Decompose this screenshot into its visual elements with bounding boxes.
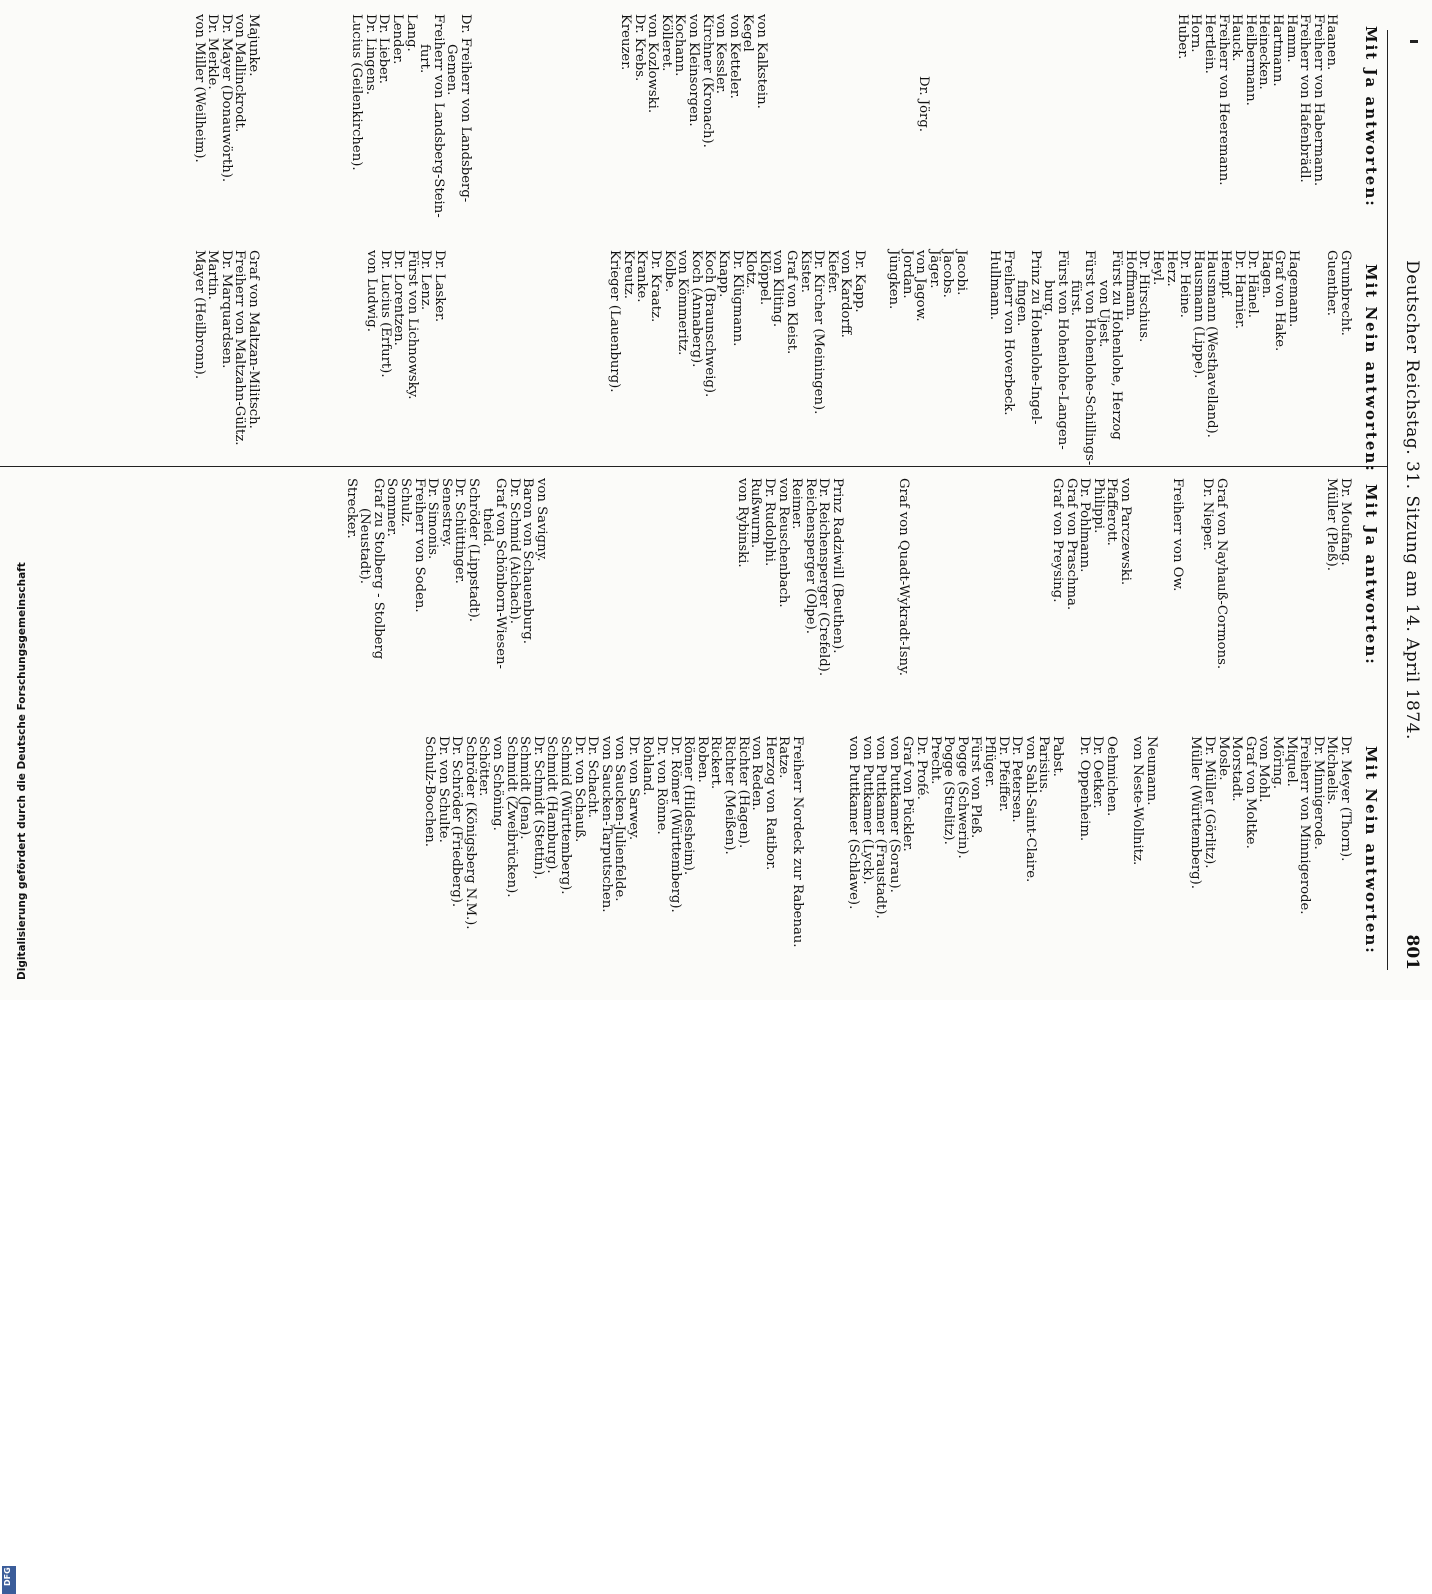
list-item: Hempf. <box>1218 250 1234 299</box>
list-item: Kreuzer. <box>618 14 634 71</box>
list-item: Dr. Lingens. <box>362 14 378 95</box>
list-item: Dr. Simonis. <box>425 478 441 560</box>
list-item: Herzog von Ratibor. <box>762 736 778 871</box>
list-item: Kölleret. <box>658 14 674 72</box>
list-item: Rußwurm. <box>748 478 764 549</box>
list-item: Kreutz. <box>620 250 636 299</box>
list-item: Dr. Lieber. <box>376 14 392 84</box>
list-item: Richter (Hagen). <box>735 736 751 849</box>
list-item: Graf von Pückler. <box>900 736 916 852</box>
list-item: Prinz zu Hohenlohe-Ingel- <box>1027 250 1043 425</box>
list-item: Dr. Hirschius. <box>1136 250 1152 343</box>
list-item: von Sahl-Saint-Claire. <box>1022 736 1038 883</box>
ja-list-left-k <box>618 14 768 148</box>
list-item: Schulz-Boochen. <box>422 736 438 847</box>
list-item: Rickert. <box>708 736 724 790</box>
list-item: Dr. Kapp. <box>852 250 867 313</box>
list-item: Dr. Heine. <box>1177 250 1193 318</box>
list-item: Hagen. <box>1258 250 1274 299</box>
list-item: Schmidt (Hamburg). <box>544 736 560 874</box>
list-item: Rohland. <box>640 736 656 796</box>
ja-list-left <box>958 14 1352 186</box>
header-rule <box>1387 30 1388 970</box>
list-item: Freiherr von Landsberg-Stein- <box>430 14 446 218</box>
list-item: von Neste-Wollnitz. <box>1130 736 1146 866</box>
list-item: Schröder (Lippstadt). <box>466 478 482 622</box>
ja-list-left-j <box>916 76 930 132</box>
list-item: Hagemann. <box>1286 250 1301 328</box>
list-item: Knapp. <box>716 250 732 298</box>
list-item: Richter (Meißen). <box>722 736 738 855</box>
list-item: (Neustadt). <box>357 508 373 584</box>
list-item: theid. <box>479 508 495 547</box>
running-header <box>1392 30 1422 970</box>
heading-nein-right: Mit Nein antworten: <box>1362 746 1380 955</box>
list-item: Pflüger. <box>982 736 998 788</box>
ja-list-right-o <box>1170 478 1184 591</box>
list-item: Fürst zu Hohenlohe, Herzog <box>1109 250 1125 440</box>
list-item: Jüngken. <box>886 250 902 310</box>
list-item: von Puttkamer (Sorau). <box>886 736 902 893</box>
list-item: von Saucken-Tarputschen. <box>598 736 614 913</box>
list-item: Dr. Profé. <box>914 736 930 800</box>
list-item: Heyl. <box>1150 250 1166 286</box>
list-item: Roben. <box>694 736 710 783</box>
list-item: Freiherr von Soden. <box>411 478 427 613</box>
list-item: fürst. <box>1068 280 1084 316</box>
list-item: burg. <box>1041 280 1057 316</box>
list-item: Schröder (Königsberg N.M.). <box>462 736 478 930</box>
list-item: Dr. Moufang. <box>1338 478 1353 566</box>
list-item: Schmidt (Zweibrücken). <box>503 736 519 898</box>
list-item: Graf von Maltzan-Militsch. <box>246 250 261 429</box>
list-item: Jacobi. <box>954 250 969 296</box>
list-item: von Kardorff. <box>838 250 854 338</box>
list-item: Dr. Nieper. <box>1200 478 1216 551</box>
list-item: Dr. Schüttinger. <box>452 478 468 584</box>
list-item: Lender. <box>390 14 406 65</box>
ja-list-right-q <box>896 478 910 676</box>
list-item: Pfafferott. <box>1104 478 1120 546</box>
list-item: Dr. Mayer (Donauwörth). <box>218 14 234 183</box>
right-half <box>0 478 1380 978</box>
list-item: Kirchner (Kronach). <box>699 14 715 148</box>
list-item: von Ketteler. <box>726 14 742 99</box>
list-item: Dr. Meyer (Thorn). <box>1338 736 1353 862</box>
list-item: Römer (Hildesheim). <box>681 736 697 876</box>
nein-list-left-h <box>987 250 1300 465</box>
list-item: Hamm. <box>1283 14 1299 63</box>
list-item: Dr. Minnigerode. <box>1310 736 1326 850</box>
list-item: Philippi. <box>1090 478 1106 534</box>
list-item: Dr. Kraatz. <box>648 250 664 323</box>
list-item: Dr. Schmid (Aichach). <box>506 478 522 624</box>
nein-list-left-m <box>192 250 260 445</box>
list-item: Freiherr von Habermann. <box>1310 14 1326 187</box>
ja-list-right-m <box>1325 478 1352 571</box>
list-item: Fürst von Hohenlohe-Langen- <box>1054 250 1070 450</box>
nein-list-left-l <box>364 250 446 400</box>
list-item: Horn. <box>1188 14 1204 53</box>
list-item: Dr. Merkle. <box>205 14 221 90</box>
list-item: Sommer. <box>384 478 400 537</box>
list-item: Dr. von Rönne. <box>654 736 670 835</box>
list-item: Dr. Jörg. <box>916 76 931 132</box>
list-item: Strecker. <box>343 478 359 539</box>
list-item: Majunke. <box>246 14 261 77</box>
list-item: von Kliting. <box>770 250 786 328</box>
list-item: Dr. Lorentzen. <box>391 250 407 346</box>
list-item: Dr. Schmidt (Stettin). <box>530 736 546 880</box>
list-item: Fürst von Pleß. <box>968 736 984 839</box>
list-item: Heinecken. <box>1256 14 1272 90</box>
list-item: Hartmann. <box>1270 14 1286 87</box>
list-item: Lucius (Geilenkirchen). <box>349 14 365 171</box>
list-item: Graf von Schönborn-Wiesen- <box>493 478 509 669</box>
list-item: Dr. Reichensperger (Crefeld). <box>816 478 832 677</box>
list-item: Herz. <box>1163 250 1179 287</box>
list-item: Freiherr von Maltzahn-Gültz. <box>232 250 248 446</box>
list-item: Mosle. <box>1215 736 1231 781</box>
list-item: Schmid (Württemberg). <box>558 736 574 895</box>
list-item: Dr. Müller (Görlitz). <box>1202 736 1218 869</box>
list-item: Dr. Klügmann. <box>729 250 745 347</box>
list-item: von Saucken-Julienfelde. <box>612 736 628 902</box>
heading-ja-right: Mit Ja antworten: <box>1362 484 1380 666</box>
list-item: Dr. Lasker. <box>432 250 447 323</box>
list-item: Dr. von Schulte. <box>435 736 451 843</box>
list-item: von Ludwig. <box>364 250 380 332</box>
list-item: Fürst von Lichnowsky. <box>404 250 420 400</box>
list-item: Koch (Braunschweig). <box>702 250 718 398</box>
list-item: Jäger. <box>926 250 942 289</box>
ja-list-right-p <box>1050 478 1132 610</box>
ja-entries-h <box>1174 14 1340 187</box>
list-item: Parisius. <box>1036 736 1052 794</box>
list-item: Ratze. <box>776 736 792 779</box>
list-item: Müller (Pleß). <box>1324 478 1340 571</box>
list-item: Kegel <box>740 14 756 52</box>
list-item: Schulz. <box>398 478 414 527</box>
list-item: Graf von Nayhauß-Cormons. <box>1214 478 1229 670</box>
list-item: Hertlein. <box>1202 14 1218 74</box>
heading-ja-left: Mit Ja antworten: <box>1362 26 1380 208</box>
list-item: Dr. Oetker. <box>1090 736 1106 809</box>
list-item: Dr. Kircher (Meiningen). <box>811 250 827 415</box>
nein-list-right-p <box>847 736 1065 919</box>
list-item: Krieger (Lauenburg). <box>607 250 623 393</box>
list-item: Hausmann (Westhavelland). <box>1204 250 1220 438</box>
list-item: Dr. Pohlmann. <box>1077 478 1093 573</box>
list-item: Grumbrecht. <box>1338 250 1353 336</box>
list-item: Graf zu Stolberg - Stolberg <box>370 478 386 660</box>
list-item: Dr. Oppenheim. <box>1076 736 1092 842</box>
ja-list-left-l <box>350 14 472 218</box>
list-item: Morstadt. <box>1229 736 1245 802</box>
list-item: Freiherr von Hoverbeck. <box>1000 250 1016 416</box>
list-item: Hoffmann. <box>1122 250 1138 321</box>
list-item: Dr. Lucius (Erfurt). <box>377 250 393 378</box>
list-item: von Savigny. <box>534 478 549 562</box>
ja-list-left-m <box>192 14 260 182</box>
list-item: Schötter. <box>476 736 492 797</box>
list-item: Miquel. <box>1283 736 1299 787</box>
nein-list-right-o <box>1077 736 1118 841</box>
list-item: Graf von Praschma. <box>1063 478 1079 611</box>
list-item: von Puttkamer (Fraustadt). <box>873 736 889 919</box>
list-item: Huber. <box>1174 14 1190 60</box>
list-item: Hauck. <box>1229 14 1245 62</box>
nein-list-right-n <box>1131 736 1158 865</box>
list-item: Koch (Annaberg). <box>688 250 704 368</box>
list-item: Freiherr von Hafenbrädl. <box>1297 14 1313 183</box>
list-item: Neumann. <box>1144 736 1159 806</box>
list-item: Dr. Freiherr von Landsberg- <box>458 14 473 203</box>
list-item: Hullmann. <box>986 250 1002 320</box>
nein-list-left-k <box>608 250 866 414</box>
list-item: Fürst von Hohenlohe-Schillings- <box>1082 250 1098 466</box>
list-item: von Mallinckrodt. <box>232 14 248 133</box>
list-item: von Puttkamer (Lyck). <box>859 736 875 885</box>
list-item: von Reuschenbach. <box>775 478 791 608</box>
list-item: Freiherr von Ow. <box>1170 478 1185 592</box>
list-item: von Schöning. <box>490 736 506 831</box>
list-item: von Mohl. <box>1256 736 1272 803</box>
nein-list-left-j <box>886 250 968 322</box>
list-item: Jordan. <box>899 250 915 299</box>
list-item: von Kömmeritz. <box>675 250 691 356</box>
list-item: Guenther. <box>1324 250 1340 316</box>
list-item: von Kalkstein. <box>754 14 769 109</box>
list-item: Michaelis. <box>1324 736 1340 805</box>
list-item: Reichensperger (Olpe). <box>802 478 818 634</box>
list-item: Mayer (Heilbronn). <box>191 250 207 380</box>
dfg-logo <box>2 1566 16 1594</box>
list-item: furt. <box>417 44 433 74</box>
list-item: Graf von Preysing. <box>1050 478 1066 603</box>
left-half <box>0 14 1380 473</box>
list-item: Dr. Rudolphi. <box>762 478 778 567</box>
nein-list-left-g <box>1325 250 1352 336</box>
list-item: Kolbe. <box>661 250 677 293</box>
list-item: Dr. von Sarwey. <box>626 736 641 841</box>
list-item: von Rybinski. <box>734 478 750 568</box>
list-item: Graf von Hake. <box>1272 250 1288 352</box>
list-item: Dr. Marquardsen. <box>218 250 234 369</box>
list-item: Heilbermann. <box>1242 14 1258 106</box>
ja-list-right-r <box>735 478 844 676</box>
list-item: Kiefer. <box>824 250 840 294</box>
list-item: Hausmann (Lippe). <box>1190 250 1206 379</box>
list-item: von Jagow. <box>913 250 929 322</box>
list-item: von Parczewski. <box>1118 478 1133 586</box>
list-item: von Reden. <box>749 736 765 811</box>
list-item: von Puttkamer (Schlawe). <box>846 736 862 910</box>
list-item: Martin. <box>205 250 221 300</box>
list-item: Graf von Kleist. <box>784 250 800 355</box>
list-item: Kochann. <box>672 14 688 77</box>
list-item: Gemen. <box>444 44 460 96</box>
list-item: von Kessler. <box>713 14 729 94</box>
list-item: Pabst. <box>1050 736 1065 777</box>
list-item: von Kozlowski. <box>645 14 661 114</box>
list-item: Dr. Krebs. <box>631 14 647 82</box>
ja-list-right-s <box>344 478 548 669</box>
list-item: Freiherr von Minnigerode. <box>1297 736 1313 915</box>
list-item: Klotz. <box>743 250 759 289</box>
list-item: Kranke. <box>634 250 650 303</box>
list-item: Senestrey. <box>438 478 454 548</box>
list-item: Dr. Schacht. <box>585 736 601 818</box>
list-item: Pogge (Schwerin). <box>954 736 970 859</box>
list-item: Dr. Römer (Württemberg). <box>667 736 683 913</box>
list-item: von Ujest. <box>1095 280 1111 348</box>
list-item: Freiherr Nordeck zur Rabenau. <box>790 736 805 948</box>
ja-list-right-n <box>1201 478 1228 669</box>
list-item: Graf von Moltke. <box>1242 736 1258 849</box>
list-item: Müller (Württemberg). <box>1188 736 1204 889</box>
funding-credit: Digitalisierung gefördert durch die Deutsche Forschungsgemeinschaft <box>16 562 28 980</box>
list-item: von Kleinsorgen. <box>686 14 702 127</box>
list-item: Dr. Petersen. <box>1009 736 1025 823</box>
list-item: Pogge (Strelitz). <box>941 736 957 845</box>
list-item: Prinz Radziwill (Beuthen). <box>830 478 845 654</box>
heading-nein-left: Mit Nein antworten: <box>1362 264 1380 473</box>
list-item: Möring. <box>1270 736 1286 790</box>
list-item: Dr. Harnier. <box>1231 250 1247 330</box>
list-item: Dr. von Schauß. <box>571 736 587 843</box>
list-item: Dr. Hänel. <box>1245 250 1261 318</box>
list-item: Jacobs. <box>940 250 956 298</box>
list-item: fingen. <box>1014 280 1030 327</box>
page-number: 801 <box>1402 934 1422 970</box>
list-item: Schmidt (Jena). <box>517 736 533 840</box>
nein-list-right-r <box>641 736 804 948</box>
list-item: Dr. Schröder (Friedberg). <box>449 736 465 908</box>
dfg-logo-text: DFG <box>3 1567 12 1586</box>
nein-list-right-m <box>1189 736 1352 915</box>
list-item: Dr. Pfeiffer. <box>995 736 1011 812</box>
page-title: Deutscher Reichstag. 31. Sitzung am 14. April 1874. <box>1402 260 1422 740</box>
list-item: Oehmichen. <box>1104 736 1119 817</box>
list-item: Graf von Quadt-Wykradt-Isny. <box>896 478 911 676</box>
list-item: Baron von Schauenburg. <box>520 478 536 644</box>
nein-list-right-s <box>423 736 641 930</box>
list-item: Haanen. <box>1324 14 1340 71</box>
list-item: Lang. <box>403 14 419 52</box>
list-item: Klöppel. <box>756 250 772 306</box>
list-item: Dr. Lenz. <box>418 250 434 311</box>
list-item: Kister. <box>797 250 813 293</box>
list-item: Freiherr von Heeremann. <box>1215 14 1231 186</box>
list-item: Reimer. <box>789 478 805 530</box>
list-item: von Miller (Weilheim). <box>191 14 207 163</box>
list-item: Precht. <box>927 736 943 785</box>
column-divider <box>0 466 1388 467</box>
